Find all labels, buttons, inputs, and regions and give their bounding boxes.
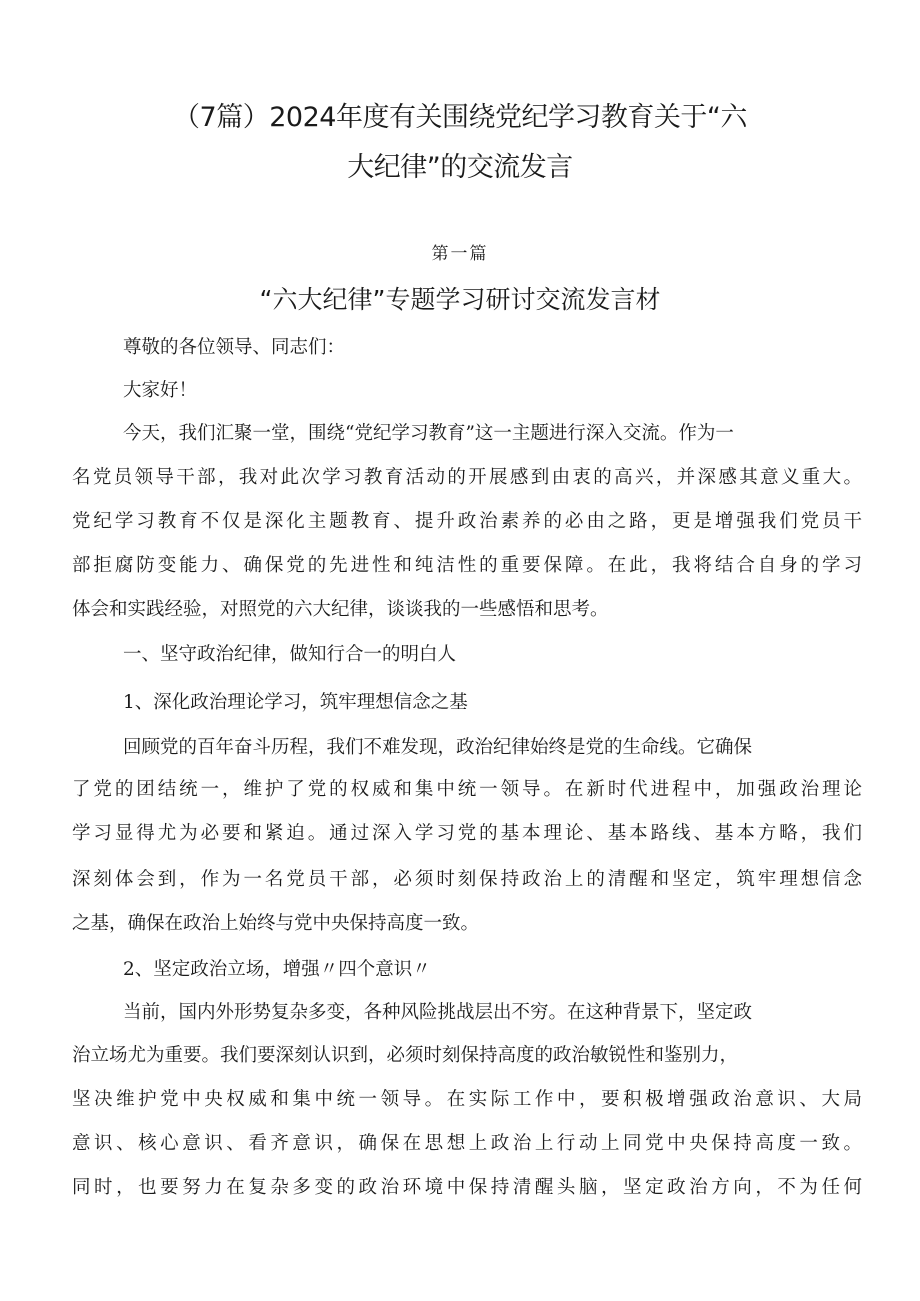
- paragraph-line: 了党的团结统一，维护了党的权威和集中统一领导。在新时代进程中，加强政治理论: [72, 779, 862, 800]
- paragraph-line: 名党员领导干部，我对此次学习教育活动的开展感到由衷的高兴，并深感其意义重大。: [72, 467, 862, 488]
- heading-level-2: 2、坚定政治立场，增强〃四个意识〃: [123, 959, 431, 980]
- paragraph-line: 今天，我们汇聚一堂，围绕“党纪学习教育”这一主题进行深入交流。作为一: [123, 423, 734, 444]
- paragraph-line: 同时，也要努力在复杂多变的政治环境中保持清醒头脑，坚定政治方向，不为任何: [72, 1177, 862, 1198]
- paragraph-line: 深刻体会到，作为一名党员干部，必须时刻保持政治上的清醒和坚定，筑牢理想信念: [72, 869, 862, 890]
- paragraph-line: 当前，国内外形势复杂多变，各种风险挑战层出不穷。在这种背景下，坚定政: [123, 1002, 753, 1023]
- section-title: “六大纪律”专题学习研讨交流发言材: [259, 285, 661, 314]
- paragraph-line: 意识、核心意识、看齐意识，确保在思想上政治上行动上同党中央保持高度一致。: [72, 1133, 862, 1154]
- document-title-line-1: （7篇）2024年度有关围绕党纪学习教育关于“六: [173, 102, 747, 133]
- paragraph-line: 之基，确保在政治上始终与党中央保持高度一致。: [72, 913, 480, 934]
- heading-level-2: 1、深化政治理论学习，筑牢理想信念之基: [123, 692, 468, 713]
- greeting: 大家好！: [123, 380, 198, 401]
- paragraph-line: 坚决维护党中央权威和集中统一领导。在实际工作中，要积极增强政治意识、大局: [72, 1089, 862, 1110]
- document-title-line-2: 大纪律”的交流发言: [347, 152, 573, 183]
- paragraph-line: 部拒腐防变能力、确保党的先进性和纯洁性的重要保障。在此，我将结合自身的学习: [72, 555, 862, 576]
- paragraph-line: 学习显得尤为必要和紧迫。通过深入学习党的基本理论、基本路线、基本方略，我们: [72, 823, 862, 844]
- salutation: 尊敬的各位领导、同志们：: [123, 337, 346, 358]
- paragraph-line: 治立场尤为重要。我们要深刻认识到，必须时刻保持高度的政治敏锐性和鉴别力，: [72, 1045, 739, 1066]
- paragraph-line: 回顾党的百年奋斗历程，我们不难发现，政治纪律始终是党的生命线。它确保: [123, 737, 753, 758]
- paragraph-line: 体会和实践经验，对照党的六大纪律，谈谈我的一些感悟和思考。: [72, 599, 609, 620]
- heading-level-1: 一、坚守政治纪律，做知行合一的明白人: [123, 644, 457, 665]
- section-label: 第一篇: [431, 244, 489, 264]
- paragraph-line: 党纪学习教育不仅是深化主题教育、提升政治素养的必由之路，更是增强我们党员干: [72, 511, 862, 532]
